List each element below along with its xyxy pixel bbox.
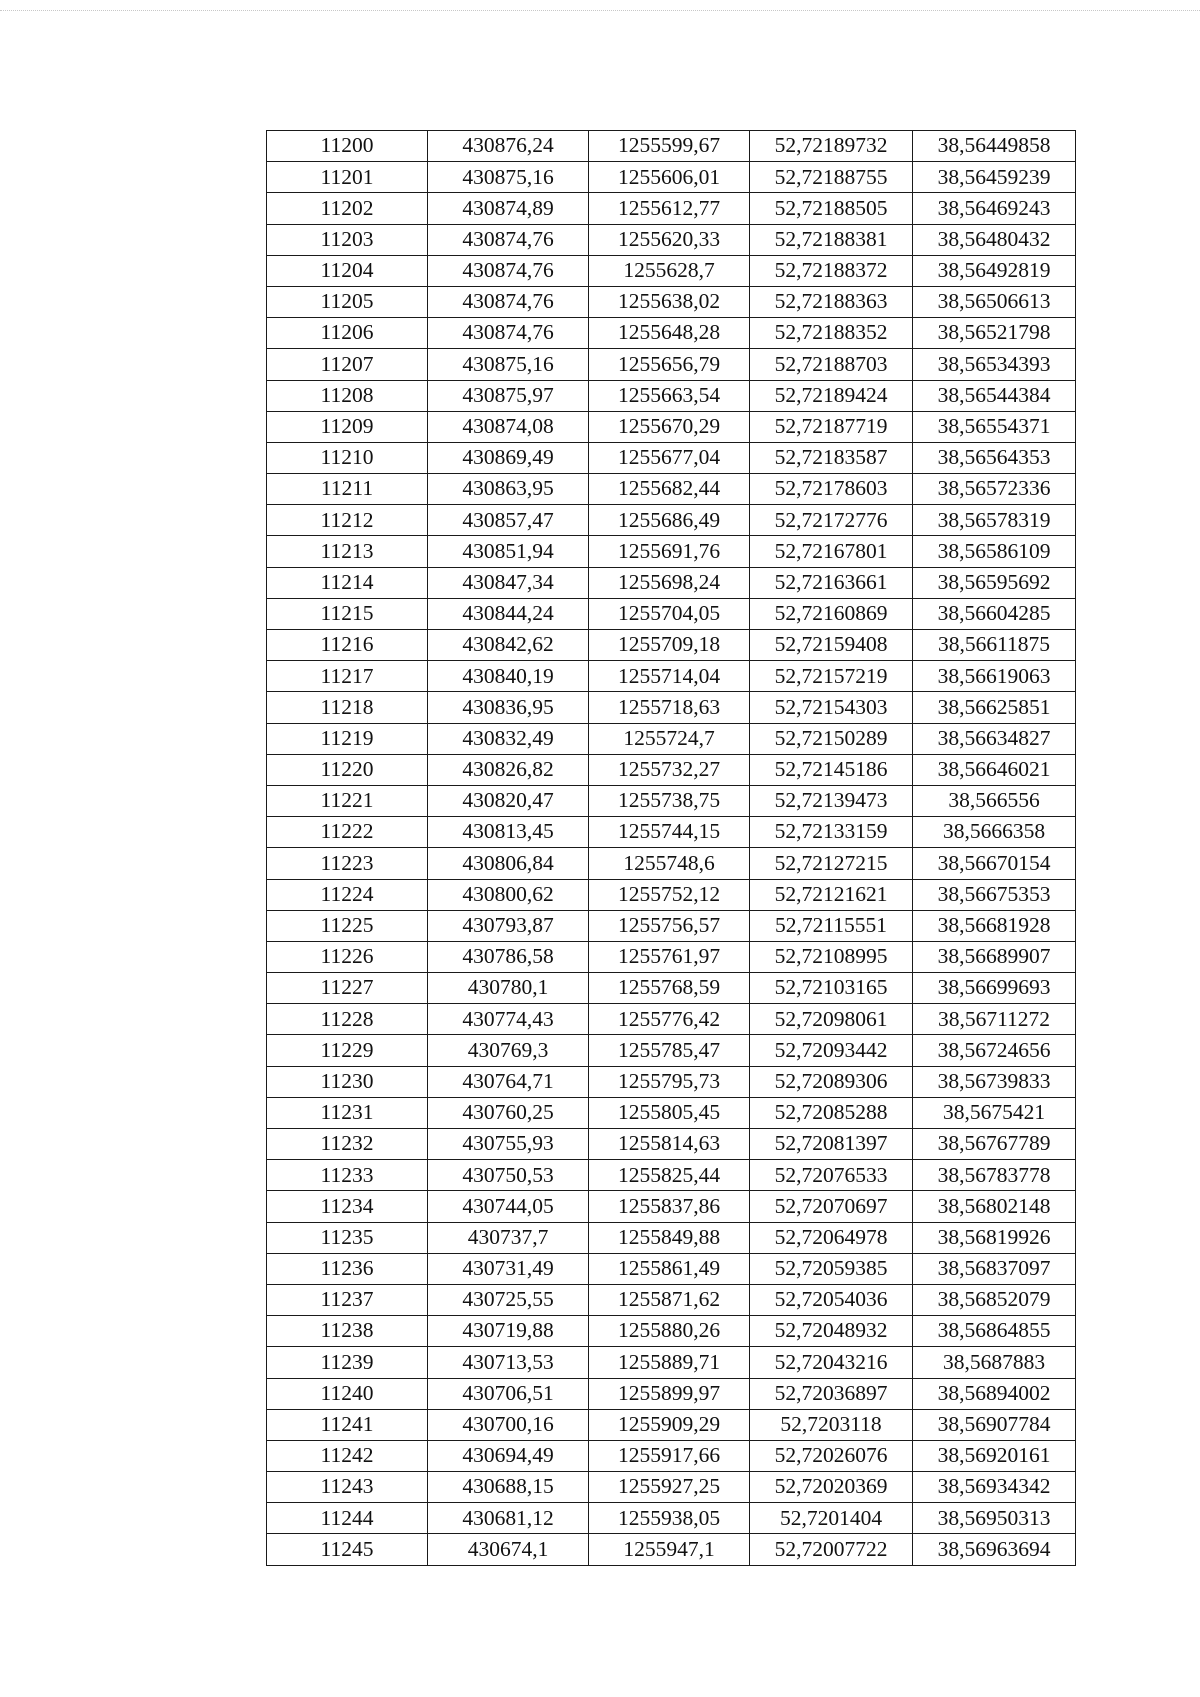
point-number-cell: 11222: [267, 817, 428, 848]
table-row: [267, 630, 1076, 661]
latitude-cell: 52,72188505: [750, 193, 913, 224]
latitude-cell: 52,72188363: [750, 286, 913, 317]
x-coordinate-cell: 430832,49: [428, 723, 589, 754]
latitude-cell: 52,72187719: [750, 411, 913, 442]
x-coordinate-cell: 430674,1: [428, 1534, 589, 1565]
table-row: [267, 1129, 1076, 1160]
point-number-cell: 11228: [267, 1004, 428, 1035]
table-row: [267, 1534, 1076, 1565]
x-coordinate-cell: 430874,76: [428, 318, 589, 349]
longitude-cell: 38,56675353: [913, 879, 1076, 910]
longitude-cell: 38,56934342: [913, 1472, 1076, 1503]
longitude-cell: 38,56554371: [913, 411, 1076, 442]
point-number-cell: 11200: [267, 131, 428, 162]
point-number-cell: 11211: [267, 474, 428, 505]
latitude-cell: 52,72043216: [750, 1347, 913, 1378]
y-coordinate-cell: 1255768,59: [589, 973, 750, 1004]
y-coordinate-cell: 1255752,12: [589, 879, 750, 910]
longitude-cell: 38,56564353: [913, 442, 1076, 473]
y-coordinate-cell: 1255709,18: [589, 630, 750, 661]
point-number-cell: 11217: [267, 661, 428, 692]
x-coordinate-cell: 430842,62: [428, 630, 589, 661]
latitude-cell: 52,72157219: [750, 661, 913, 692]
y-coordinate-cell: 1255682,44: [589, 474, 750, 505]
latitude-cell: 52,72154303: [750, 692, 913, 723]
longitude-cell: 38,56907784: [913, 1409, 1076, 1440]
latitude-cell: 52,72160869: [750, 598, 913, 629]
longitude-cell: 38,56449858: [913, 131, 1076, 162]
longitude-cell: 38,56864855: [913, 1316, 1076, 1347]
x-coordinate-cell: 430737,7: [428, 1222, 589, 1253]
point-number-cell: 11201: [267, 162, 428, 193]
y-coordinate-cell: 1255748,6: [589, 848, 750, 879]
table-row: [267, 1472, 1076, 1503]
point-number-cell: 11212: [267, 505, 428, 536]
y-coordinate-cell: 1255724,7: [589, 723, 750, 754]
table-row: [267, 318, 1076, 349]
longitude-cell: 38,56521798: [913, 318, 1076, 349]
point-number-cell: 11215: [267, 598, 428, 629]
y-coordinate-cell: 1255738,75: [589, 785, 750, 816]
x-coordinate-cell: 430820,47: [428, 785, 589, 816]
latitude-cell: 52,72159408: [750, 630, 913, 661]
point-number-cell: 11225: [267, 910, 428, 941]
x-coordinate-cell: 430719,88: [428, 1316, 589, 1347]
y-coordinate-cell: 1255849,88: [589, 1222, 750, 1253]
point-number-cell: 11227: [267, 973, 428, 1004]
latitude-cell: 52,72108995: [750, 941, 913, 972]
point-number-cell: 11240: [267, 1378, 428, 1409]
x-coordinate-cell: 430813,45: [428, 817, 589, 848]
x-coordinate-cell: 430800,62: [428, 879, 589, 910]
point-number-cell: 11209: [267, 411, 428, 442]
point-number-cell: 11244: [267, 1503, 428, 1534]
latitude-cell: 52,72139473: [750, 785, 913, 816]
scan-edge-line: [0, 10, 1200, 11]
longitude-cell: 38,56739833: [913, 1066, 1076, 1097]
table-row: [267, 380, 1076, 411]
y-coordinate-cell: 1255927,25: [589, 1472, 750, 1503]
latitude-cell: 52,72133159: [750, 817, 913, 848]
y-coordinate-cell: 1255917,66: [589, 1440, 750, 1471]
table-row: [267, 941, 1076, 972]
longitude-cell: 38,56480432: [913, 224, 1076, 255]
y-coordinate-cell: 1255677,04: [589, 442, 750, 473]
table-row: [267, 255, 1076, 286]
y-coordinate-cell: 1255704,05: [589, 598, 750, 629]
point-number-cell: 11232: [267, 1129, 428, 1160]
latitude-cell: 52,72189424: [750, 380, 913, 411]
point-number-cell: 11242: [267, 1440, 428, 1471]
latitude-cell: 52,7203118: [750, 1409, 913, 1440]
coordinates-table: [266, 130, 1076, 1566]
x-coordinate-cell: 430874,76: [428, 255, 589, 286]
point-number-cell: 11226: [267, 941, 428, 972]
table-row: [267, 1253, 1076, 1284]
y-coordinate-cell: 1255663,54: [589, 380, 750, 411]
table-row: [267, 598, 1076, 629]
latitude-cell: 52,72121621: [750, 879, 913, 910]
x-coordinate-cell: 430731,49: [428, 1253, 589, 1284]
latitude-cell: 52,72093442: [750, 1035, 913, 1066]
point-number-cell: 11241: [267, 1409, 428, 1440]
table-row: [267, 536, 1076, 567]
y-coordinate-cell: 1255805,45: [589, 1097, 750, 1128]
x-coordinate-cell: 430694,49: [428, 1440, 589, 1471]
x-coordinate-cell: 430764,71: [428, 1066, 589, 1097]
longitude-cell: 38,56634827: [913, 723, 1076, 754]
y-coordinate-cell: 1255795,73: [589, 1066, 750, 1097]
x-coordinate-cell: 430874,08: [428, 411, 589, 442]
latitude-cell: 52,72172776: [750, 505, 913, 536]
x-coordinate-cell: 430769,3: [428, 1035, 589, 1066]
y-coordinate-cell: 1255670,29: [589, 411, 750, 442]
latitude-cell: 52,72070697: [750, 1191, 913, 1222]
y-coordinate-cell: 1255648,28: [589, 318, 750, 349]
latitude-cell: 52,72188381: [750, 224, 913, 255]
y-coordinate-cell: 1255714,04: [589, 661, 750, 692]
table-row: [267, 411, 1076, 442]
longitude-cell: 38,56689907: [913, 941, 1076, 972]
point-number-cell: 11236: [267, 1253, 428, 1284]
longitude-cell: 38,56711272: [913, 1004, 1076, 1035]
latitude-cell: 52,72183587: [750, 442, 913, 473]
table-row: [267, 1440, 1076, 1471]
latitude-cell: 52,72188703: [750, 349, 913, 380]
longitude-cell: 38,56699693: [913, 973, 1076, 1004]
y-coordinate-cell: 1255718,63: [589, 692, 750, 723]
longitude-cell: 38,56578319: [913, 505, 1076, 536]
x-coordinate-cell: 430869,49: [428, 442, 589, 473]
latitude-cell: 52,72178603: [750, 474, 913, 505]
point-number-cell: 11245: [267, 1534, 428, 1565]
point-number-cell: 11234: [267, 1191, 428, 1222]
latitude-cell: 52,72189732: [750, 131, 913, 162]
latitude-cell: 52,72115551: [750, 910, 913, 941]
longitude-cell: 38,56920161: [913, 1440, 1076, 1471]
y-coordinate-cell: 1255776,42: [589, 1004, 750, 1035]
table-row: [267, 442, 1076, 473]
y-coordinate-cell: 1255656,79: [589, 349, 750, 380]
longitude-cell: 38,56819926: [913, 1222, 1076, 1253]
table-row: [267, 661, 1076, 692]
longitude-cell: 38,56837097: [913, 1253, 1076, 1284]
latitude-cell: 52,72188372: [750, 255, 913, 286]
table-row: [267, 474, 1076, 505]
y-coordinate-cell: 1255606,01: [589, 162, 750, 193]
y-coordinate-cell: 1255756,57: [589, 910, 750, 941]
point-number-cell: 11237: [267, 1284, 428, 1315]
latitude-cell: 52,72145186: [750, 754, 913, 785]
point-number-cell: 11235: [267, 1222, 428, 1253]
point-number-cell: 11233: [267, 1160, 428, 1191]
longitude-cell: 38,56604285: [913, 598, 1076, 629]
x-coordinate-cell: 430760,25: [428, 1097, 589, 1128]
point-number-cell: 11219: [267, 723, 428, 754]
point-number-cell: 11206: [267, 318, 428, 349]
x-coordinate-cell: 430713,53: [428, 1347, 589, 1378]
table-row: [267, 1066, 1076, 1097]
x-coordinate-cell: 430844,24: [428, 598, 589, 629]
longitude-cell: 38,56670154: [913, 848, 1076, 879]
table-row: [267, 1035, 1076, 1066]
point-number-cell: 11214: [267, 567, 428, 598]
y-coordinate-cell: 1255761,97: [589, 941, 750, 972]
y-coordinate-cell: 1255880,26: [589, 1316, 750, 1347]
point-number-cell: 11210: [267, 442, 428, 473]
table-row: [267, 1160, 1076, 1191]
x-coordinate-cell: 430786,58: [428, 941, 589, 972]
table-row: [267, 1347, 1076, 1378]
y-coordinate-cell: 1255889,71: [589, 1347, 750, 1378]
longitude-cell: 38,56783778: [913, 1160, 1076, 1191]
point-number-cell: 11220: [267, 754, 428, 785]
longitude-cell: 38,56506613: [913, 286, 1076, 317]
point-number-cell: 11207: [267, 349, 428, 380]
table-row: [267, 973, 1076, 1004]
table-row: [267, 848, 1076, 879]
table-row: [267, 162, 1076, 193]
y-coordinate-cell: 1255628,7: [589, 255, 750, 286]
point-number-cell: 11230: [267, 1066, 428, 1097]
table-row: [267, 817, 1076, 848]
x-coordinate-cell: 430863,95: [428, 474, 589, 505]
point-number-cell: 11218: [267, 692, 428, 723]
x-coordinate-cell: 430750,53: [428, 1160, 589, 1191]
y-coordinate-cell: 1255837,86: [589, 1191, 750, 1222]
table-row: [267, 785, 1076, 816]
latitude-cell: 52,72188755: [750, 162, 913, 193]
latitude-cell: 52,72103165: [750, 973, 913, 1004]
longitude-cell: 38,56544384: [913, 380, 1076, 411]
x-coordinate-cell: 430793,87: [428, 910, 589, 941]
table-row: [267, 754, 1076, 785]
x-coordinate-cell: 430875,97: [428, 380, 589, 411]
x-coordinate-cell: 430700,16: [428, 1409, 589, 1440]
point-number-cell: 11238: [267, 1316, 428, 1347]
y-coordinate-cell: 1255899,97: [589, 1378, 750, 1409]
point-number-cell: 11208: [267, 380, 428, 411]
y-coordinate-cell: 1255612,77: [589, 193, 750, 224]
latitude-cell: 52,72054036: [750, 1284, 913, 1315]
latitude-cell: 52,72089306: [750, 1066, 913, 1097]
latitude-cell: 52,72007722: [750, 1534, 913, 1565]
longitude-cell: 38,56963694: [913, 1534, 1076, 1565]
table-row: [267, 505, 1076, 536]
latitude-cell: 52,72085288: [750, 1097, 913, 1128]
y-coordinate-cell: 1255686,49: [589, 505, 750, 536]
point-number-cell: 11243: [267, 1472, 428, 1503]
y-coordinate-cell: 1255620,33: [589, 224, 750, 255]
latitude-cell: 52,72167801: [750, 536, 913, 567]
longitude-cell: 38,56802148: [913, 1191, 1076, 1222]
latitude-cell: 52,72036897: [750, 1378, 913, 1409]
x-coordinate-cell: 430681,12: [428, 1503, 589, 1534]
longitude-cell: 38,56950313: [913, 1503, 1076, 1534]
y-coordinate-cell: 1255691,76: [589, 536, 750, 567]
x-coordinate-cell: 430851,94: [428, 536, 589, 567]
y-coordinate-cell: 1255638,02: [589, 286, 750, 317]
longitude-cell: 38,5675421: [913, 1097, 1076, 1128]
table-row: [267, 131, 1076, 162]
table-row: [267, 224, 1076, 255]
y-coordinate-cell: 1255938,05: [589, 1503, 750, 1534]
table-row: [267, 910, 1076, 941]
table-row: [267, 1316, 1076, 1347]
point-number-cell: 11221: [267, 785, 428, 816]
longitude-cell: 38,56625851: [913, 692, 1076, 723]
point-number-cell: 11223: [267, 848, 428, 879]
table-row: [267, 1097, 1076, 1128]
y-coordinate-cell: 1255909,29: [589, 1409, 750, 1440]
y-coordinate-cell: 1255861,49: [589, 1253, 750, 1284]
y-coordinate-cell: 1255947,1: [589, 1534, 750, 1565]
longitude-cell: 38,56492819: [913, 255, 1076, 286]
longitude-cell: 38,56681928: [913, 910, 1076, 941]
x-coordinate-cell: 430725,55: [428, 1284, 589, 1315]
latitude-cell: 52,72150289: [750, 723, 913, 754]
x-coordinate-cell: 430836,95: [428, 692, 589, 723]
longitude-cell: 38,56586109: [913, 536, 1076, 567]
longitude-cell: 38,5666358: [913, 817, 1076, 848]
table-row: [267, 1503, 1076, 1534]
longitude-cell: 38,56646021: [913, 754, 1076, 785]
longitude-cell: 38,5687883: [913, 1347, 1076, 1378]
point-number-cell: 11216: [267, 630, 428, 661]
latitude-cell: 52,72098061: [750, 1004, 913, 1035]
longitude-cell: 38,566556: [913, 785, 1076, 816]
y-coordinate-cell: 1255814,63: [589, 1129, 750, 1160]
table-row: [267, 692, 1076, 723]
table-row: [267, 1284, 1076, 1315]
x-coordinate-cell: 430874,76: [428, 286, 589, 317]
x-coordinate-cell: 430875,16: [428, 162, 589, 193]
x-coordinate-cell: 430706,51: [428, 1378, 589, 1409]
table-row: [267, 723, 1076, 754]
longitude-cell: 38,56595692: [913, 567, 1076, 598]
latitude-cell: 52,72048932: [750, 1316, 913, 1347]
y-coordinate-cell: 1255871,62: [589, 1284, 750, 1315]
x-coordinate-cell: 430774,43: [428, 1004, 589, 1035]
point-number-cell: 11239: [267, 1347, 428, 1378]
table-row: [267, 1409, 1076, 1440]
latitude-cell: 52,72026076: [750, 1440, 913, 1471]
latitude-cell: 52,72059385: [750, 1253, 913, 1284]
y-coordinate-cell: 1255732,27: [589, 754, 750, 785]
point-number-cell: 11204: [267, 255, 428, 286]
longitude-cell: 38,56611875: [913, 630, 1076, 661]
x-coordinate-cell: 430857,47: [428, 505, 589, 536]
table-row: [267, 879, 1076, 910]
y-coordinate-cell: 1255744,15: [589, 817, 750, 848]
latitude-cell: 52,72064978: [750, 1222, 913, 1253]
latitude-cell: 52,7201404: [750, 1503, 913, 1534]
longitude-cell: 38,56459239: [913, 162, 1076, 193]
longitude-cell: 38,56852079: [913, 1284, 1076, 1315]
latitude-cell: 52,72188352: [750, 318, 913, 349]
table-row: [267, 1378, 1076, 1409]
latitude-cell: 52,72020369: [750, 1472, 913, 1503]
x-coordinate-cell: 430840,19: [428, 661, 589, 692]
longitude-cell: 38,56724656: [913, 1035, 1076, 1066]
point-number-cell: 11203: [267, 224, 428, 255]
x-coordinate-cell: 430755,93: [428, 1129, 589, 1160]
y-coordinate-cell: 1255825,44: [589, 1160, 750, 1191]
latitude-cell: 52,72127215: [750, 848, 913, 879]
point-number-cell: 11202: [267, 193, 428, 224]
table-row: [267, 1222, 1076, 1253]
x-coordinate-cell: 430876,24: [428, 131, 589, 162]
point-number-cell: 11224: [267, 879, 428, 910]
point-number-cell: 11205: [267, 286, 428, 317]
x-coordinate-cell: 430874,89: [428, 193, 589, 224]
point-number-cell: 11231: [267, 1097, 428, 1128]
longitude-cell: 38,56534393: [913, 349, 1076, 380]
table-row: [267, 567, 1076, 598]
table-row: [267, 1191, 1076, 1222]
x-coordinate-cell: 430688,15: [428, 1472, 589, 1503]
x-coordinate-cell: 430806,84: [428, 848, 589, 879]
document-page: [266, 130, 1070, 1566]
x-coordinate-cell: 430780,1: [428, 973, 589, 1004]
y-coordinate-cell: 1255698,24: [589, 567, 750, 598]
x-coordinate-cell: 430874,76: [428, 224, 589, 255]
latitude-cell: 52,72163661: [750, 567, 913, 598]
x-coordinate-cell: 430847,34: [428, 567, 589, 598]
y-coordinate-cell: 1255785,47: [589, 1035, 750, 1066]
table-row: [267, 1004, 1076, 1035]
x-coordinate-cell: 430875,16: [428, 349, 589, 380]
table-row: [267, 193, 1076, 224]
longitude-cell: 38,56894002: [913, 1378, 1076, 1409]
x-coordinate-cell: 430826,82: [428, 754, 589, 785]
table-row: [267, 349, 1076, 380]
point-number-cell: 11213: [267, 536, 428, 567]
y-coordinate-cell: 1255599,67: [589, 131, 750, 162]
latitude-cell: 52,72081397: [750, 1129, 913, 1160]
table-row: [267, 286, 1076, 317]
x-coordinate-cell: 430744,05: [428, 1191, 589, 1222]
latitude-cell: 52,72076533: [750, 1160, 913, 1191]
longitude-cell: 38,56619063: [913, 661, 1076, 692]
longitude-cell: 38,56572336: [913, 474, 1076, 505]
coordinates-table-body: [267, 131, 1076, 1566]
longitude-cell: 38,56767789: [913, 1129, 1076, 1160]
longitude-cell: 38,56469243: [913, 193, 1076, 224]
point-number-cell: 11229: [267, 1035, 428, 1066]
